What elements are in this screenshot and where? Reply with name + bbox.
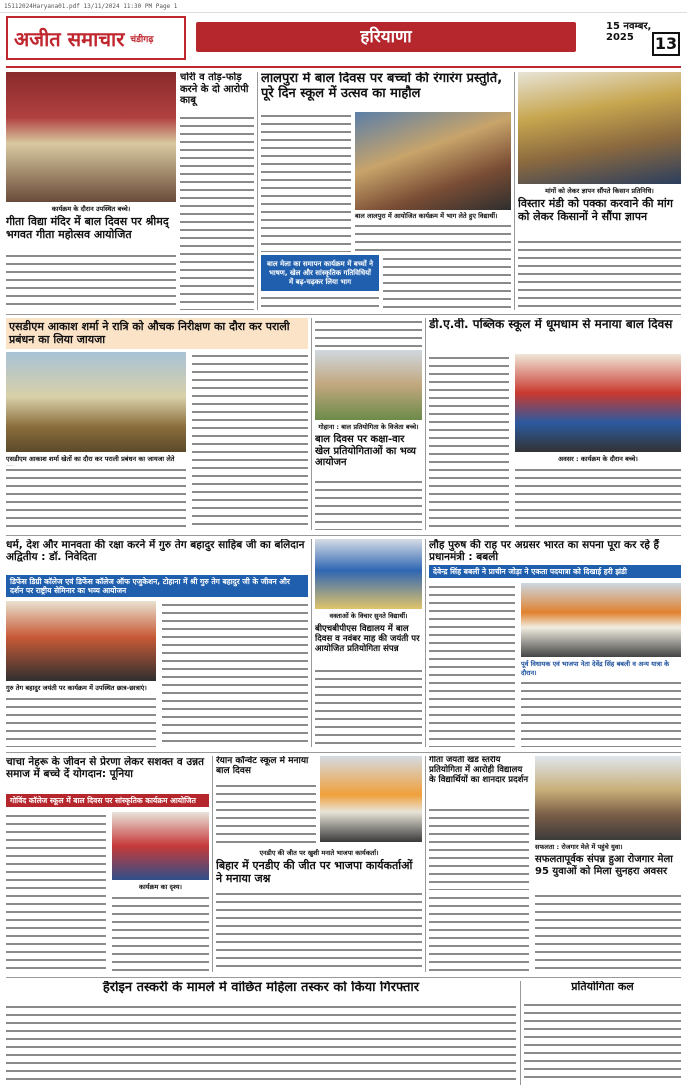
job-fair-photo <box>535 756 681 840</box>
dav-photo <box>515 354 681 452</box>
headline: प्रतियोगिता कल <box>571 981 634 993</box>
photo-caption: एनडीए की जीत पर खुशी मनाते भाजपा कार्यकर्ता। <box>259 849 379 857</box>
brand-name: अजीत समाचार <box>14 26 125 51</box>
story-guru-tegh-bahadur <box>6 539 308 749</box>
padyatra-photo <box>521 583 681 657</box>
headline: चोरी व तोड़-फोड़ करने के दो आरोपी काबू <box>180 72 249 106</box>
story-gita-mahotsav <box>6 72 176 312</box>
story-ryan-and-bihar <box>216 756 422 974</box>
headline: चाचा नेहरू के जीवन से प्रेरणा लेकर सशक्त व उन्नत समाज में बच्चे दें योगदान: पूनिया <box>6 756 205 781</box>
photo-caption: बाल लालपुरा में आयोजित कार्यक्रम में भाग लेते हुए विद्यार्थी। <box>355 212 498 220</box>
story-lalpura-bal-diwas <box>261 72 511 312</box>
bihar-body <box>216 890 422 972</box>
body-text <box>192 352 308 530</box>
print-slug: 15112024Haryana01.pdf 13/11/2024 11:30 PM Page 1 <box>0 0 687 13</box>
ryan-headline: रेयान कॉन्वेंट स्कूल में मनाया बाल दिवस <box>216 756 309 777</box>
headline: लौह पुरुष की राह पर अग्रसर भारत का सपना पूरा कर रहे हैं प्रधानमंत्री : बबली <box>429 539 660 564</box>
farmers-photo <box>518 72 681 184</box>
headline: डी.ए.वी. पब्लिक स्कूल में धूमधाम से मनाया बाल दिवस <box>429 318 673 331</box>
seminar-photo <box>6 601 156 681</box>
headline: विस्तार मंडी को पक्का करवाने की मांग को लेकर किसानों ने सौंपा ज्ञापन <box>518 197 673 223</box>
school-photo <box>315 539 422 609</box>
brand-city: चंडीगढ़ <box>130 34 154 45</box>
photo-caption: मांगों को लेकर ज्ञापन सौंपते किसान प्रतिनिधि। <box>545 187 654 195</box>
headline: एसडीएम आकाश शर्मा ने रात्रि को औचक निरीक्षण का दौरा कर पराली प्रबंधन का लिया जायजा <box>6 318 308 349</box>
headline: गीता विद्या मंदिर में बाल दिवस पर श्रीमद् भगवत गीता महोत्सव आयोजित <box>6 215 169 241</box>
program-photo <box>112 812 209 880</box>
ryan-body <box>216 782 316 844</box>
masthead-rule <box>6 66 681 68</box>
story-farmers-memorandum <box>518 72 681 312</box>
story-heroin-arrest <box>6 981 516 1085</box>
story-competition-tomorrow <box>524 981 681 1085</box>
subheadline: देवेन्द्र सिंह बबली ने प्राचीन जोड़ा ने एकता पदयात्रा को दिखाई हरी झंडी <box>429 565 681 578</box>
body-text <box>6 252 176 310</box>
story-ekta-padyatra <box>429 539 681 749</box>
body-text <box>429 583 515 747</box>
photo-caption: गोहाना : बाल प्रतियोगिता के विजेता बच्चे। <box>318 423 419 431</box>
story-gita-jayanti-and-job-fair <box>429 756 681 974</box>
story-bhbps-school <box>315 539 422 749</box>
gita-body <box>429 806 529 890</box>
issue-date: 15 नवम्बर, 2025 <box>606 21 652 43</box>
story-sports-competition <box>315 318 422 532</box>
bihar-headline: बिहार में एनडीए की जीत पर भाजपा कार्यकर्ताओं ने मनाया जश्न <box>216 859 413 885</box>
headline: हैरोइन तस्करी के मामले में वांछित महिला तस्कर को किया गिरफ्तार <box>102 981 420 995</box>
children-assembly-photo <box>6 72 176 202</box>
newspaper-logo <box>6 16 186 60</box>
photo-caption: अवसर : कार्यक्रम के दौरान बच्चे। <box>558 455 638 463</box>
highlight-box: बाल मेला का समापन कार्यक्रम में बच्चों ने भाषण, खेल और सांस्कृतिक गतिविधियों में बढ़-चढ़कर लिया भाग <box>261 255 379 291</box>
body-text <box>524 1001 681 1083</box>
subheadline: डिफेंस डिग्री कॉलेज एवं डिफेंस कॉलेज ऑफ एजुकेशन, टोहाना में श्री गुरु तेग बहादुर जी के जीवन और दर्शन पर राष्ट्रीय सेमिनार का भव्य आयोजन <box>6 575 308 597</box>
body-text <box>180 114 254 310</box>
event-photo <box>355 112 511 210</box>
photo-caption: सफलता : रोजगार मेले में पहुंचे युवा। <box>535 843 623 851</box>
body-text <box>429 354 509 530</box>
photo-caption: कार्यक्रम के दौरान उपस्थित बच्चे। <box>51 205 131 213</box>
headline: लालपुरा में बाल दिवस पर बच्चों की रंगारंग प्रस्तुति, पूरे दिन स्कूल में उत्सव का माहौल <box>261 72 503 101</box>
photo-caption: पूर्व विधायक एवं भाजपा नेता देवेंद्र सिंह बबली व अन्य यात्रा के दौरान। <box>521 660 670 677</box>
headline: बीएचबीपीएस विद्यालय में बाल दिवस व नवंबर माह की जयंती पर आयोजित प्रतियोगिता संपन्न <box>315 624 420 654</box>
headline: धर्म, देश और मानवता की रक्षा करने में गुरु तेग बहादुर साहिब जी का बलिदान अद्वितीय : डॉ. निवेदिता <box>6 539 305 564</box>
story-arrest <box>180 72 254 312</box>
page-number: 13 <box>652 32 680 56</box>
story-sdm-inspection <box>6 318 308 532</box>
body-text <box>518 238 681 310</box>
photo-caption: एसडीएम आकाश शर्मा खेतों का दौरा कर पराली प्रबंधन का जायजा लेते <box>6 455 175 463</box>
photo-caption: गुरु तेग बहादुर जयंती पर कार्यक्रम में उपस्थित छात्र-छात्राएं। <box>6 684 147 692</box>
body-text <box>315 478 422 530</box>
gita-headline: गीता जयंती खंड स्तरीय प्रतियोगिता में आरोही विद्यालय के विद्यार्थियों का शानदार प्रदर्शन <box>429 756 529 785</box>
section-title: हरियाणा <box>196 22 576 52</box>
field-visit-photo <box>6 352 186 452</box>
sports-photo <box>315 350 422 420</box>
body-text <box>162 601 308 747</box>
story-dav-school <box>429 318 681 532</box>
job-fair-headline: सफलतापूर्वक संपन्न हुआ रोजगार मेला 95 युवाओं को मिला सुनहरा अवसर <box>535 854 673 877</box>
masthead <box>6 16 681 68</box>
photo-caption: कार्यक्रम का दृश्य। <box>139 883 182 891</box>
job-fair-body <box>535 892 681 972</box>
headline: बाल दिवस पर कक्षा-वार खेल प्रतियोगिताओं का भव्य आयोजन <box>315 434 417 468</box>
body-text <box>261 112 351 252</box>
body-text <box>315 667 422 747</box>
body-text <box>6 1003 516 1083</box>
subheadline: गोविंद कॉलेज स्कूल में बाल दिवस पर सांस्कृतिक कार्यक्रम आयोजित <box>6 794 209 807</box>
body-text <box>6 812 106 972</box>
celebration-photo <box>320 756 422 842</box>
story-nehru-inspiration <box>6 756 209 974</box>
photo-caption: वक्ताओं के विचार सुनते विद्यार्थी। <box>329 612 408 620</box>
